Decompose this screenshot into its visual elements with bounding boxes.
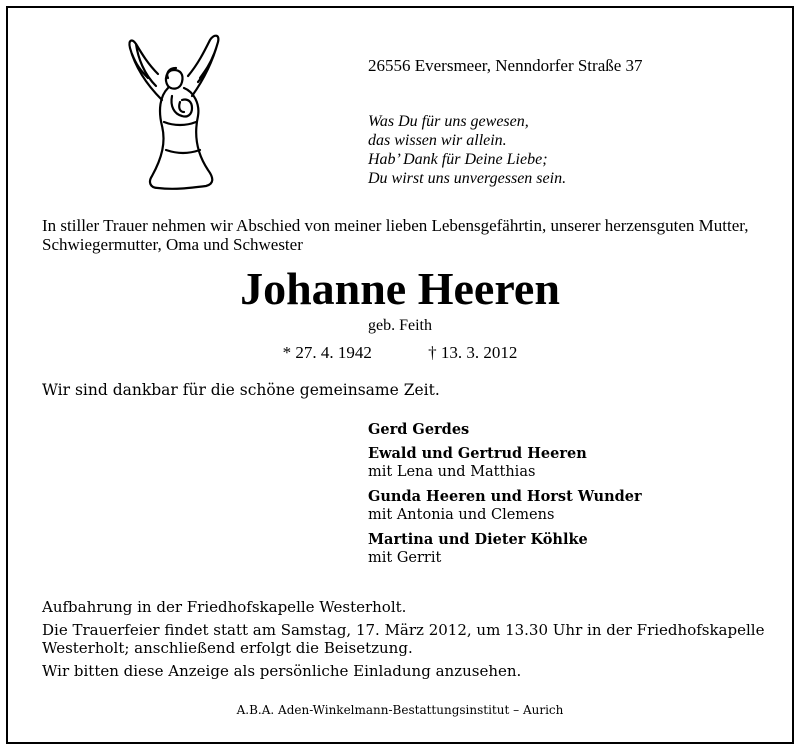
family-head: Ewald und Gertrud Heeren (368, 445, 587, 462)
family-group (368, 444, 788, 482)
family-list (368, 420, 788, 573)
family-head: Gerd Gerdes (368, 421, 470, 438)
poem-line: Was Du für uns gewesen, (368, 113, 529, 130)
note-invitation: Wir bitten diese Anzeige als persönliche Einladung anzusehen. (42, 661, 522, 680)
death-date: † 13. 3. 2012 (428, 343, 518, 362)
life-dates (0, 343, 800, 363)
poem (368, 112, 566, 188)
poem-line: das wissen wir allein. (368, 132, 507, 149)
family-head: Martina und Dieter Köhlke (368, 531, 588, 548)
address: 26556 Eversmeer, Nenndorfer Straße 37 (368, 56, 643, 75)
deceased-name: Johanne Heeren (240, 263, 560, 314)
angel-icon (122, 30, 227, 198)
maiden-name: geb. Feith (368, 317, 432, 334)
poem-line: Du wirst uns unvergessen sein. (368, 170, 567, 187)
thanks-text: Wir sind dankbar für die schöne gemeinsame Zeit. (42, 381, 440, 399)
family-sub: mit Lena und Matthias (368, 464, 536, 480)
birth-date: * 27. 4. 1942 (282, 343, 372, 362)
funeral-home: A.B.A. Aden-Winkelmann-Bestattungsinstitut – Aurich (236, 703, 564, 717)
intro-text: In stiller Trauer nehmen wir Abschied von meiner lieben Lebensgefährtin, unserer herzensguten Mutter, Schwiegermutter, Oma und Schwester (42, 216, 749, 254)
notes (42, 598, 772, 684)
note-viewing: Aufbahrung in der Friedhofskapelle Westerholt. (42, 598, 407, 616)
family-sub: mit Gerrit (368, 550, 442, 566)
family-sub: mit Antonia und Clemens (368, 507, 555, 523)
family-group (368, 487, 788, 525)
poem-line: Hab’ Dank für Deine Liebe; (368, 151, 548, 168)
family-group (368, 420, 788, 439)
family-group (368, 530, 788, 568)
note-service: Die Trauerfeier findet statt am Samstag, 17. März 2012, um 13.30 Uhr in der Friedhofskapelle Westerholt; anschließend erfolgt die Beisetzung. (42, 620, 765, 657)
family-head: Gunda Heeren und Horst Wunder (368, 488, 642, 505)
